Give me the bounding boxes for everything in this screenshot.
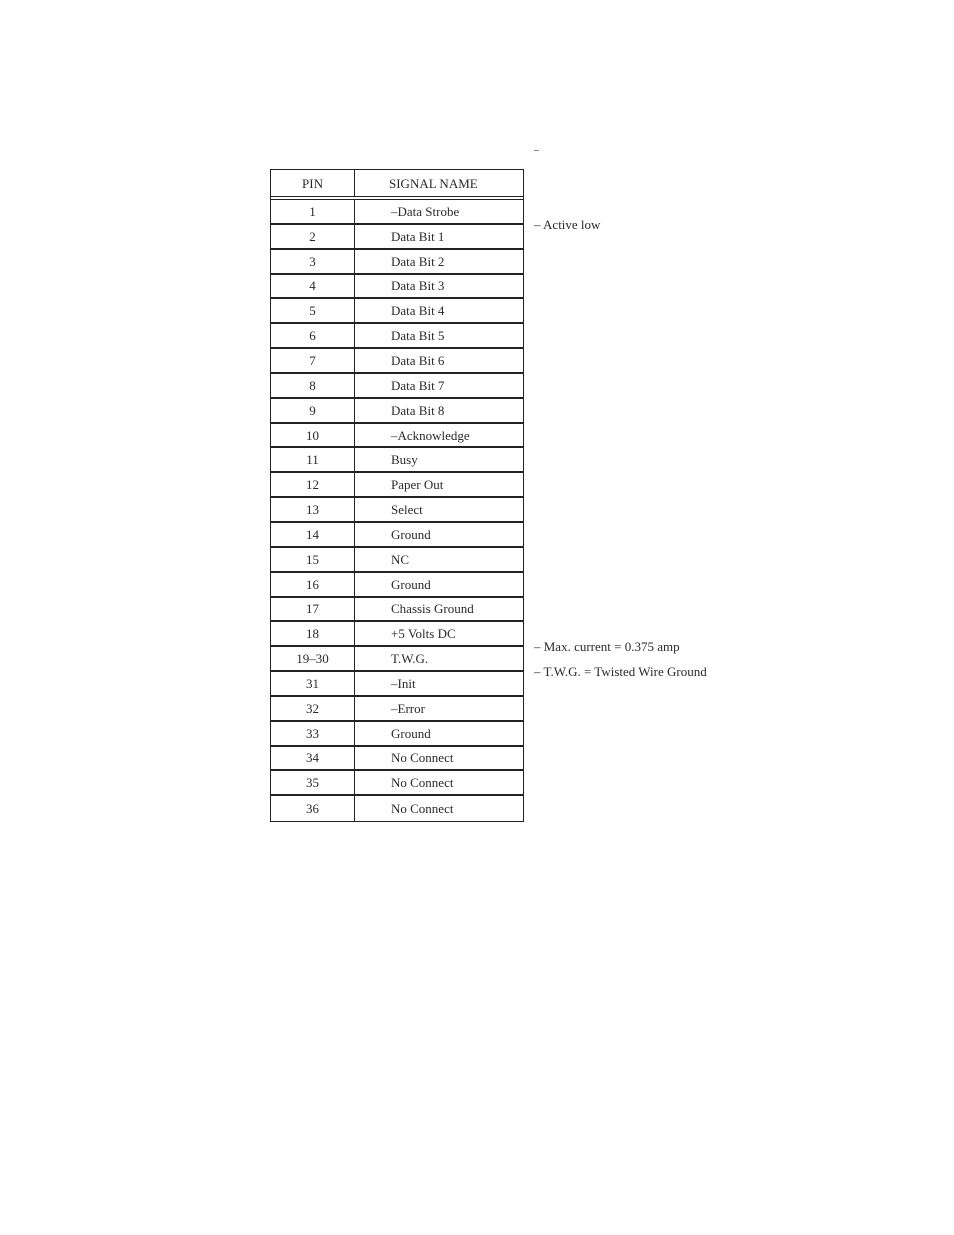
pin-number: 9 <box>271 399 355 422</box>
table-row <box>271 200 523 225</box>
table-row <box>271 722 523 747</box>
note-active-low: – Active low <box>534 217 601 232</box>
pin-number: 3 <box>271 250 355 273</box>
table-row <box>271 598 523 623</box>
signal-name: –Error <box>391 700 425 716</box>
table-row <box>271 573 523 598</box>
signal-name: No Connect <box>391 775 454 791</box>
signal-name: –Acknowledge <box>391 427 470 443</box>
table-row <box>271 424 523 449</box>
pin-number: 10 <box>271 424 355 447</box>
table-row <box>271 622 523 647</box>
table-row <box>271 647 523 672</box>
table-row <box>271 349 523 374</box>
table-row <box>271 771 523 796</box>
table-row <box>271 225 523 250</box>
table-row <box>271 498 523 523</box>
signal-name: Data Bit 5 <box>391 328 445 344</box>
signal-name: –Init <box>391 675 416 691</box>
pin-number: 1 <box>271 200 355 223</box>
signal-name: Data Bit 8 <box>391 402 445 418</box>
signal-name: +5 Volts DC <box>391 626 456 642</box>
table-header-row <box>271 170 523 200</box>
pin-assignment-table <box>270 169 524 822</box>
signal-name: Data Bit 3 <box>391 278 445 294</box>
signal-name: –Data Strobe <box>391 203 460 219</box>
pin-number: 33 <box>271 722 355 745</box>
header-signal-name: SIGNAL NAME <box>389 175 478 191</box>
table-row <box>271 448 523 473</box>
pin-number: 36 <box>271 796 355 821</box>
pin-number: 18 <box>271 622 355 645</box>
table-row <box>271 548 523 573</box>
table-row <box>271 796 523 821</box>
signal-name: No Connect <box>391 801 454 817</box>
pin-number: 17 <box>271 598 355 621</box>
signal-name: Data Bit 2 <box>391 253 445 269</box>
signal-name: Data Bit 7 <box>391 377 445 393</box>
table-row <box>271 697 523 722</box>
signal-name: Paper Out <box>391 477 444 493</box>
signal-name: NC <box>391 551 410 567</box>
pin-number: 7 <box>271 349 355 372</box>
pin-number: 34 <box>271 747 355 770</box>
pin-number: 31 <box>271 672 355 695</box>
note-max-current: – Max. current = 0.375 amp <box>534 639 680 654</box>
header-pin: PIN <box>271 170 355 196</box>
signal-name: Chassis Ground <box>391 601 474 617</box>
table-row <box>271 374 523 399</box>
table-row <box>271 324 523 349</box>
pin-number: 35 <box>271 771 355 794</box>
pin-number: 12 <box>271 473 355 496</box>
table-row <box>271 275 523 300</box>
signal-name: Ground <box>391 725 431 741</box>
pin-number: 32 <box>271 697 355 720</box>
signal-name: Ground <box>391 576 431 592</box>
signal-name: Data Bit 1 <box>391 228 445 244</box>
table-row <box>271 747 523 772</box>
pin-number: 15 <box>271 548 355 571</box>
pin-number: 14 <box>271 523 355 546</box>
table-row <box>271 672 523 697</box>
stray-mark <box>534 150 539 151</box>
signal-name: Data Bit 6 <box>391 352 445 368</box>
signal-name: Data Bit 4 <box>391 303 445 319</box>
note-twg: – T.W.G. = Twisted Wire Ground <box>534 664 707 679</box>
pin-number: 16 <box>271 573 355 596</box>
table-body <box>271 200 523 821</box>
pin-number: 13 <box>271 498 355 521</box>
pin-number: 5 <box>271 299 355 322</box>
pin-number: 6 <box>271 324 355 347</box>
pin-number: 11 <box>271 448 355 471</box>
signal-name: T.W.G. <box>391 651 429 667</box>
table-row <box>271 523 523 548</box>
table-row <box>271 473 523 498</box>
signal-name: Busy <box>391 452 418 468</box>
table-row <box>271 299 523 324</box>
pin-number: 4 <box>271 275 355 298</box>
table-row <box>271 399 523 424</box>
table-row <box>271 250 523 275</box>
pin-number: 2 <box>271 225 355 248</box>
signal-name: Ground <box>391 526 431 542</box>
pin-number: 19–30 <box>271 647 355 670</box>
signal-name: No Connect <box>391 750 454 766</box>
pin-number: 8 <box>271 374 355 397</box>
signal-name: Select <box>391 502 423 518</box>
